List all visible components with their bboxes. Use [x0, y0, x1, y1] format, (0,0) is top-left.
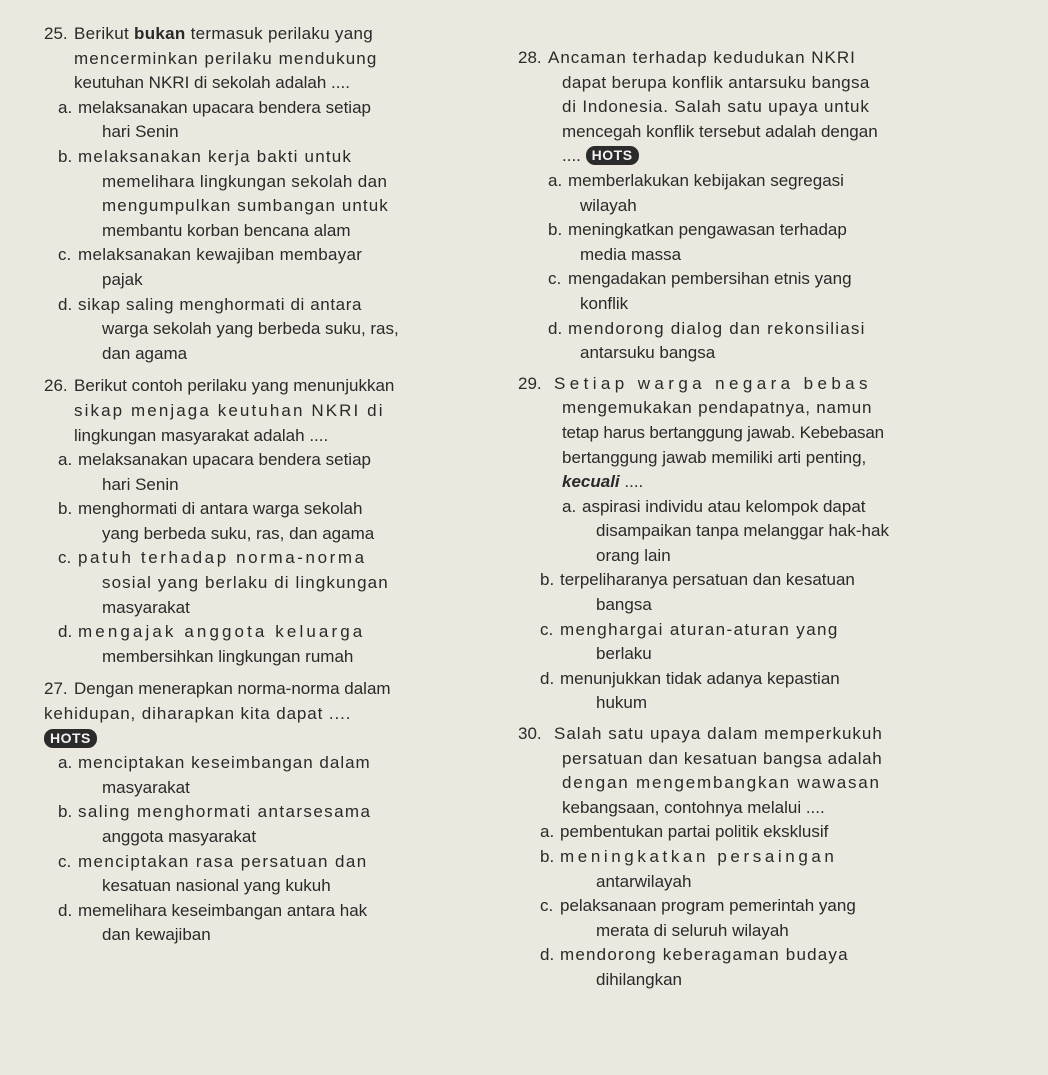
option-text: antarsuku bangsa	[580, 343, 716, 363]
option-text: anggota masyarakat	[102, 827, 257, 846]
option-text: disampaikan tanpa melanggar hak-hak	[596, 521, 889, 541]
option-c[interactable]	[518, 894, 1018, 919]
option-letter: d.	[540, 945, 555, 965]
option-text: mendorong dialog dan rekonsiliasi	[568, 318, 866, 338]
option-letter: a.	[58, 450, 73, 470]
question-30-stem-line-1	[518, 722, 1018, 747]
question-28-stem-line-1	[518, 46, 1018, 71]
option-text: hari Senin	[102, 122, 179, 142]
option-d[interactable]	[518, 943, 1018, 968]
question-number: 25.	[44, 24, 68, 43]
option-d[interactable]	[44, 899, 484, 924]
option-text: meningkatkan pengawasan terhadap	[568, 220, 847, 240]
question-28	[518, 46, 1018, 366]
option-letter: a.	[562, 496, 577, 516]
stem-text: Berikut contoh perilaku yang menunjukkan	[74, 376, 395, 396]
stem-text: dengan mengembangkan wawasan	[562, 773, 881, 793]
option-text: dihilangkan	[596, 969, 683, 989]
option-text: antarwilayah	[596, 871, 692, 891]
option-text: menghargai aturan-aturan yang	[560, 619, 839, 639]
option-text: masyarakat	[102, 597, 190, 617]
question-number: 28.	[518, 48, 542, 67]
option-text: yang berbeda suku, ras, dan agama	[102, 523, 375, 543]
option-text: membersihkan lingkungan rumah	[102, 646, 354, 666]
question-26	[44, 374, 484, 669]
option-text: melaksanakan upacara bendera setiap	[78, 450, 371, 470]
option-text: merata di seluruh wilayah	[596, 920, 789, 940]
stem-text: di Indonesia. Salah satu upaya untuk	[562, 97, 870, 117]
option-text: konflik	[580, 293, 629, 313]
option-text: kesatuan nasional yang kukuh	[102, 876, 331, 896]
option-text: patuh terhadap norma-norma	[78, 548, 367, 568]
option-a[interactable]	[44, 96, 484, 121]
question-number: 26.	[44, 376, 68, 396]
option-text: hukum	[596, 693, 648, 713]
option-text: membantu korban bencana alam	[102, 220, 351, 240]
option-letter: d.	[58, 622, 73, 642]
question-25-stem-line-1	[44, 22, 484, 47]
option-text: menghormati di antara warga sekolah	[78, 499, 363, 519]
right-column	[518, 46, 1018, 993]
option-b[interactable]	[518, 568, 1018, 593]
option-d[interactable]	[518, 317, 1018, 342]
option-letter: b.	[58, 146, 73, 166]
stem-text: Berikut	[74, 24, 135, 43]
stem-text: mengemukakan pendapatnya, namun	[562, 398, 873, 418]
hots-row	[44, 727, 484, 752]
option-a[interactable]	[518, 820, 1018, 845]
option-a[interactable]	[518, 495, 1018, 520]
hots-badge: HOTS	[586, 146, 639, 165]
option-letter: a.	[548, 170, 563, 190]
option-c[interactable]	[518, 267, 1018, 292]
stem-text: kebangsaan, contohnya melalui ....	[562, 797, 825, 817]
hots-badge: HOTS	[44, 729, 97, 748]
option-a[interactable]	[44, 751, 484, 776]
stem-text: mencegah konflik tersebut adalah dengan	[562, 121, 878, 141]
option-text: memelihara keseimbangan antara hak	[78, 900, 368, 920]
option-letter: b.	[540, 847, 555, 866]
option-letter: a.	[58, 753, 73, 773]
option-text: mengajak anggota keluarga	[78, 622, 366, 642]
option-text: masyarakat	[102, 777, 190, 797]
option-letter: c.	[540, 896, 554, 916]
stem-text: Salah satu upaya dalam memperkukuh	[554, 724, 883, 744]
option-text: memelihara lingkungan sekolah dan	[102, 171, 388, 191]
stem-text: tetap harus bertanggung jawab. Kebebasan	[562, 422, 884, 442]
option-letter: d.	[58, 294, 73, 314]
option-text: dan kewajiban	[102, 925, 211, 945]
option-text: melaksanakan kerja bakti untuk	[78, 146, 353, 166]
option-text: pembentukan partai politik eksklusif	[560, 822, 829, 842]
stem-text: ....	[562, 146, 581, 166]
option-text: berlaku	[596, 644, 652, 664]
option-letter: c.	[58, 245, 72, 265]
option-text: mengadakan pembersihan etnis yang	[568, 269, 852, 289]
option-d[interactable]	[44, 293, 484, 318]
stem-text: Ancaman terhadap kedudukan NKRI	[548, 48, 856, 67]
stem-emphasis: kecuali	[562, 472, 620, 492]
option-text: media massa	[580, 244, 682, 264]
option-a[interactable]	[518, 169, 1018, 194]
option-letter: a.	[58, 97, 73, 117]
option-text: menciptakan keseimbangan dalam	[78, 753, 371, 773]
option-letter: c.	[58, 548, 72, 568]
option-letter: b.	[548, 220, 563, 240]
option-d[interactable]	[44, 620, 484, 645]
option-text: saling menghormati antarsesama	[78, 802, 372, 822]
stem-text: dapat berupa konflik antarsuku bangsa	[562, 72, 870, 92]
stem-text: ....	[619, 472, 644, 492]
option-text: bangsa	[596, 595, 652, 615]
left-column	[44, 22, 484, 948]
question-number: 27.	[44, 679, 68, 699]
stem-text: termasuk perilaku yang	[185, 24, 373, 43]
question-number: 29.	[518, 373, 542, 393]
option-text: sosial yang berlaku di lingkungan	[102, 573, 389, 593]
stem-ellipsis-row	[518, 144, 1018, 169]
option-text: warga sekolah yang berbeda suku, ras,	[102, 319, 399, 339]
question-29	[518, 372, 1018, 716]
stem-text: kehidupan, diharapkan kita dapat ....	[44, 704, 352, 724]
option-letter: b.	[58, 499, 73, 519]
option-c[interactable]	[518, 618, 1018, 643]
option-text: aspirasi individu atau kelompok dapat	[582, 496, 866, 516]
option-letter: d.	[540, 668, 555, 688]
option-letter: a.	[540, 822, 555, 842]
option-text: menciptakan rasa persatuan dan	[78, 851, 368, 871]
option-letter: b.	[58, 802, 73, 822]
option-text: meningkatkan persaingan	[560, 847, 838, 866]
option-text: dan agama	[102, 343, 188, 363]
option-letter: b.	[540, 570, 555, 590]
stem-text: persatuan dan kesatuan bangsa adalah	[562, 748, 883, 768]
stem-text: sikap menjaga keutuhan NKRI di	[74, 400, 385, 420]
option-text: sikap saling menghormati di antara	[78, 294, 363, 314]
option-text: pajak	[102, 269, 143, 289]
option-letter: c.	[540, 619, 554, 639]
option-a[interactable]	[44, 448, 484, 473]
stem-text: mencerminkan perilaku mendukung	[74, 48, 378, 68]
option-c[interactable]	[44, 546, 484, 571]
question-26-stem-line-1	[44, 374, 484, 399]
stem-text: lingkungan masyarakat adalah ....	[74, 425, 329, 445]
question-29-stem-line-1	[518, 372, 1018, 397]
option-text: terpeliharanya persatuan dan kesatuan	[560, 570, 855, 590]
question-25	[44, 22, 484, 366]
option-b[interactable]	[44, 800, 484, 825]
option-b[interactable]	[518, 845, 1018, 870]
option-text: menunjukkan tidak adanya kepastian	[560, 668, 840, 688]
option-letter: c.	[548, 269, 562, 289]
option-text: melaksanakan upacara bendera setiap	[78, 97, 371, 117]
question-27-stem-line-1	[44, 677, 484, 702]
option-text: pelaksanaan program pemerintah yang	[560, 896, 856, 916]
option-text: memberlakukan kebijakan segregasi	[568, 170, 844, 190]
stem-text: bertanggung jawab memiliki arti penting,	[562, 447, 867, 467]
stem-text: keutuhan NKRI di sekolah adalah ....	[74, 73, 350, 93]
stem-text: Setiap warga negara bebas	[554, 373, 872, 393]
option-text: hari Senin	[102, 474, 179, 494]
option-text: mengumpulkan sumbangan untuk	[102, 196, 389, 216]
option-text: mendorong keberagaman budaya	[560, 945, 849, 965]
option-b[interactable]	[44, 497, 484, 522]
question-27	[44, 677, 484, 948]
question-30	[518, 722, 1018, 993]
option-c[interactable]	[44, 850, 484, 875]
option-letter: d.	[58, 900, 73, 920]
stem-emphasis: bukan	[134, 24, 186, 43]
option-c[interactable]	[44, 243, 484, 268]
option-text: orang lain	[596, 545, 671, 565]
option-letter: c.	[58, 851, 72, 871]
option-letter: d.	[548, 318, 563, 338]
question-number: 30.	[518, 724, 542, 744]
option-b[interactable]	[44, 145, 484, 170]
option-d[interactable]	[518, 667, 1018, 692]
stem-text: Dengan menerapkan norma-norma dalam	[74, 679, 391, 699]
option-text: wilayah	[580, 195, 637, 215]
option-text: melaksanakan kewajiban membayar	[78, 245, 363, 265]
stem-except-row	[518, 470, 1018, 495]
option-b[interactable]	[518, 218, 1018, 243]
